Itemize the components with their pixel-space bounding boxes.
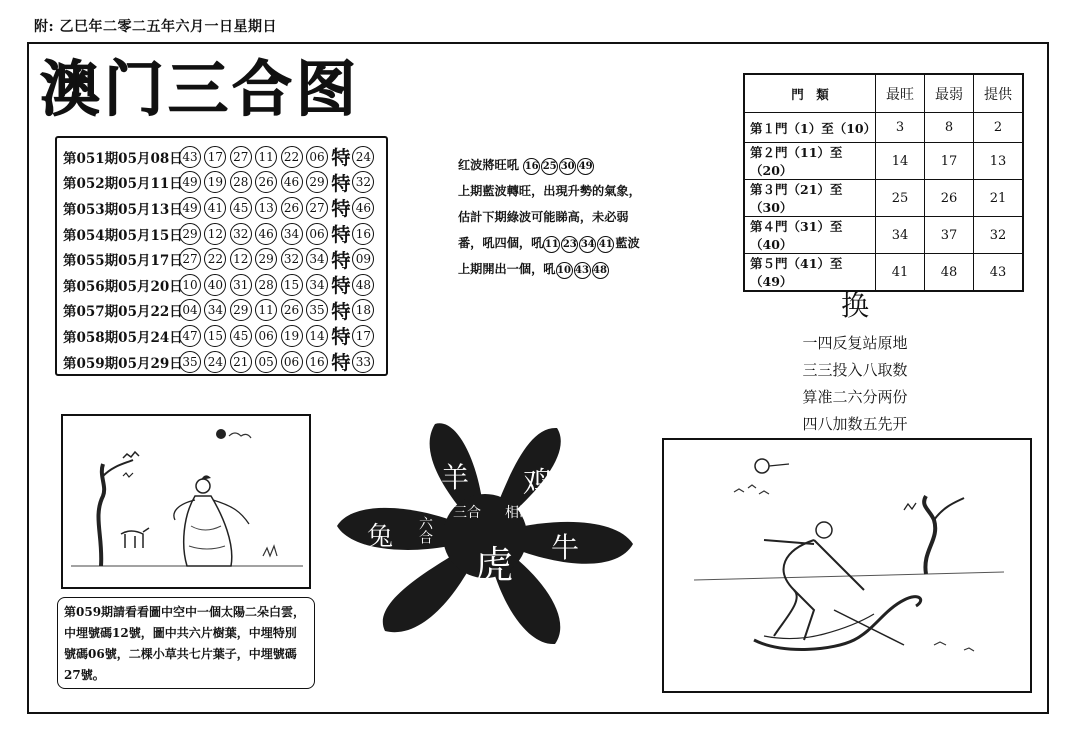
draw-row <box>63 221 382 247</box>
number-ball: 15 <box>281 274 303 296</box>
number-ball: 29 <box>306 171 328 193</box>
number-ball: 14 <box>306 325 328 347</box>
number-ball: 06 <box>255 325 277 347</box>
special-marker: 特 <box>331 352 351 375</box>
commentary <box>458 152 658 282</box>
draw-label: 第059期05月29日 <box>63 355 183 372</box>
draw-row <box>63 298 382 324</box>
poem-line: 一四反复站原地 <box>802 334 908 352</box>
number-ball: 34 <box>306 248 328 270</box>
special-number-ball: 09 <box>352 248 374 270</box>
date-line: 附: 乙巳年二零二五年六月一日星期日 <box>34 19 278 35</box>
number-ball: 34 <box>306 274 328 296</box>
special-number-ball: 33 <box>352 351 374 373</box>
number-ball: 26 <box>255 171 277 193</box>
commentary-ball: 23 <box>561 236 578 253</box>
label-sanhe: 三合 <box>453 505 481 521</box>
number-ball: 24 <box>204 351 226 373</box>
number-ball: 34 <box>204 299 226 321</box>
number-ball: 22 <box>204 248 226 270</box>
door-value: 48 <box>925 254 974 292</box>
door-value: 32 <box>974 217 1024 254</box>
special-marker: 特 <box>331 275 351 298</box>
lady-drawing <box>63 416 309 587</box>
doors-header-offer: 提供 <box>974 74 1024 113</box>
special-number-ball: 17 <box>352 325 374 347</box>
special-marker: 特 <box>331 198 351 221</box>
door-label: 第３門（21）至（30） <box>744 180 876 217</box>
number-ball: 05 <box>255 351 277 373</box>
number-ball: 32 <box>230 223 252 245</box>
zodiac-rabbit: 兔 <box>367 522 394 552</box>
commentary-ball: 10 <box>556 262 573 279</box>
number-ball: 12 <box>204 223 226 245</box>
doors-header-hot: 最旺 <box>876 74 925 113</box>
door-label: 第１門（1）至（10） <box>744 113 876 143</box>
commentary-ball: 43 <box>574 262 591 279</box>
draw-history-table <box>55 136 388 376</box>
number-ball: 26 <box>281 299 303 321</box>
zodiac-rooster: 鸡 <box>523 466 553 501</box>
special-number-ball: 32 <box>352 171 374 193</box>
draw-row <box>63 195 382 221</box>
draw-label: 第051期05月08日 <box>63 150 183 167</box>
commentary-text: 上期開出一個，吼 <box>458 262 556 276</box>
doors-table <box>743 73 1024 292</box>
doors-row <box>744 217 1023 254</box>
commentary-ball: 30 <box>559 158 576 175</box>
draw-label: 第052期05月11日 <box>63 176 183 193</box>
number-ball: 17 <box>204 146 226 168</box>
number-ball: 43 <box>179 146 201 168</box>
commentary-ball: 41 <box>597 236 614 253</box>
special-marker: 特 <box>331 300 351 323</box>
door-value: 37 <box>925 217 974 254</box>
commentary-line-5 <box>458 256 658 282</box>
number-ball: 46 <box>281 171 303 193</box>
special-marker: 特 <box>331 224 351 247</box>
zodiac-goat: 羊 <box>441 461 470 494</box>
special-marker: 特 <box>331 249 351 272</box>
number-ball: 06 <box>306 146 328 168</box>
number-ball: 06 <box>306 223 328 245</box>
poem-heading: 换 <box>840 289 869 322</box>
draw-row <box>63 144 382 170</box>
number-ball: 16 <box>306 351 328 373</box>
commentary-ball: 25 <box>541 158 558 175</box>
draw-row <box>63 246 382 272</box>
commentary-text: 藍波 <box>615 236 640 250</box>
number-ball: 46 <box>255 223 277 245</box>
number-ball: 49 <box>179 171 201 193</box>
commentary-line-1 <box>458 152 658 178</box>
special-number-ball: 16 <box>352 223 374 245</box>
poem-line: 三三投入八取数 <box>802 361 908 379</box>
number-ball: 45 <box>230 197 252 219</box>
number-ball: 40 <box>204 274 226 296</box>
clue-note: 第059期請看看圖中空中一個太陽二朵白雲，中埋號碼12號，圖中共六片樹葉，中埋特別號碼06號，二棵小草共七片葉子，中埋號碼27號。 <box>57 597 315 689</box>
door-value: 21 <box>974 180 1024 217</box>
door-value: 13 <box>974 143 1024 180</box>
number-ball: 13 <box>255 197 277 219</box>
number-ball: 29 <box>255 248 277 270</box>
commentary-line-2: 上期藍波轉旺，出現升勢的氣象， <box>458 184 641 198</box>
door-label: 第２門（11）至（20） <box>744 143 876 180</box>
number-ball: 35 <box>179 351 201 373</box>
special-marker: 特 <box>331 147 351 170</box>
door-value: 34 <box>876 217 925 254</box>
page-title: 澳门三合图 <box>40 55 360 125</box>
doors-row <box>744 143 1023 180</box>
poem-line: 算准二六分两份 <box>802 388 908 406</box>
special-number-ball: 46 <box>352 197 374 219</box>
draw-label: 第057期05月22日 <box>63 304 183 321</box>
poem <box>790 284 920 438</box>
label-liuhe: 六合 <box>417 516 433 544</box>
commentary-ball: 48 <box>592 262 609 279</box>
label-xiangchong: 相冲 <box>505 505 533 521</box>
number-ball: 11 <box>255 146 277 168</box>
special-number-ball: 24 <box>352 146 374 168</box>
number-ball: 19 <box>204 171 226 193</box>
draw-label: 第053期05月13日 <box>63 201 183 218</box>
draw-row <box>63 272 382 298</box>
commentary-ball: 34 <box>579 236 596 253</box>
zodiac-tiger: 虎 <box>475 543 514 587</box>
door-value: 41 <box>876 254 925 292</box>
door-value: 14 <box>876 143 925 180</box>
number-ball: 27 <box>230 146 252 168</box>
draw-row <box>63 170 382 196</box>
number-ball: 27 <box>179 248 201 270</box>
poem-line: 四八加数五先开 <box>802 415 908 433</box>
commentary-line-3: 估計下期綠波可能睇高，未必弱 <box>458 210 629 224</box>
number-ball: 11 <box>255 299 277 321</box>
door-value: 25 <box>876 180 925 217</box>
door-value: 26 <box>925 180 974 217</box>
draw-label: 第056期05月20日 <box>63 278 183 295</box>
door-value: 8 <box>925 113 974 143</box>
commentary-text: 番，吼四個，吼 <box>458 236 544 250</box>
commentary-ball: 16 <box>523 158 540 175</box>
door-value: 3 <box>876 113 925 143</box>
zodiac-flower <box>335 416 635 646</box>
door-label: 第５門（41）至（49） <box>744 254 876 292</box>
special-number-ball: 48 <box>352 274 374 296</box>
commentary-text: 红波將旺吼 <box>458 158 519 172</box>
number-ball: 04 <box>179 299 201 321</box>
zodiac-ox: 牛 <box>551 531 580 564</box>
draw-label: 第058期05月24日 <box>63 329 183 346</box>
illustration-lady <box>61 414 311 589</box>
special-number-ball: 18 <box>352 299 374 321</box>
draw-label: 第054期05月15日 <box>63 227 183 244</box>
number-ball: 22 <box>281 146 303 168</box>
doors-row <box>744 113 1023 143</box>
number-ball: 26 <box>281 197 303 219</box>
door-value: 17 <box>925 143 974 180</box>
doors-row <box>744 180 1023 217</box>
doors-header-category: 門 類 <box>744 74 876 113</box>
special-marker: 特 <box>331 172 351 195</box>
commentary-ball: 11 <box>543 236 560 253</box>
commentary-ball: 49 <box>577 158 594 175</box>
number-ball: 15 <box>204 325 226 347</box>
number-ball: 29 <box>230 299 252 321</box>
number-ball: 06 <box>281 351 303 373</box>
door-value: 43 <box>974 254 1024 292</box>
number-ball: 45 <box>230 325 252 347</box>
warrior-drawing <box>664 440 1030 691</box>
number-ball: 12 <box>230 248 252 270</box>
illustration-warrior <box>662 438 1032 693</box>
number-ball: 32 <box>281 248 303 270</box>
commentary-line-4 <box>458 230 658 256</box>
number-ball: 27 <box>306 197 328 219</box>
door-value: 2 <box>974 113 1024 143</box>
number-ball: 49 <box>179 197 201 219</box>
number-ball: 35 <box>306 299 328 321</box>
number-ball: 47 <box>179 325 201 347</box>
number-ball: 28 <box>230 171 252 193</box>
number-ball: 28 <box>255 274 277 296</box>
doors-header-cold: 最弱 <box>925 74 974 113</box>
number-ball: 21 <box>230 351 252 373</box>
draw-row <box>63 323 382 349</box>
draw-label: 第055期05月17日 <box>63 253 183 270</box>
number-ball: 10 <box>179 274 201 296</box>
number-ball: 19 <box>281 325 303 347</box>
number-ball: 34 <box>281 223 303 245</box>
number-ball: 31 <box>230 274 252 296</box>
draw-row <box>63 349 382 375</box>
special-marker: 特 <box>331 326 351 349</box>
door-label: 第４門（31）至（40） <box>744 217 876 254</box>
number-ball: 41 <box>204 197 226 219</box>
number-ball: 29 <box>179 223 201 245</box>
